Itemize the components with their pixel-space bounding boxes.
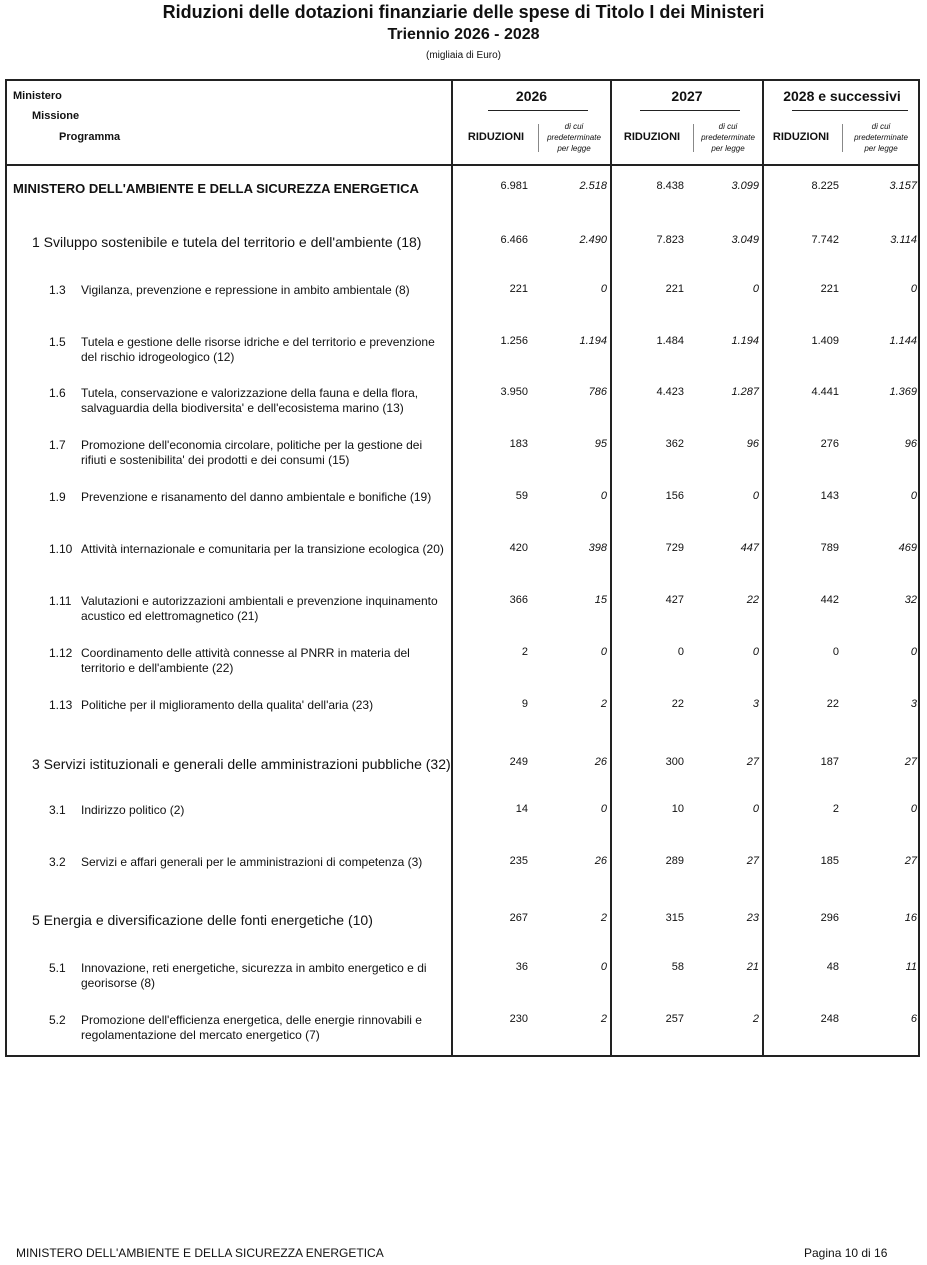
riduzioni-value: 187 [820,756,839,768]
program-code: 5.2 [49,1013,66,1027]
program-code: 1.13 [49,698,73,712]
predeterminate-value: 16 [904,912,917,924]
predeterminate-value: 32 [904,594,917,606]
dicui-line: predeterminate [547,133,601,142]
riduzioni-value: 442 [820,594,839,606]
program-code: 1.11 [49,594,72,608]
riduzioni-value: 257 [665,1013,684,1025]
predeterminate-value: 0 [752,490,759,502]
predeterminate-value: 1.194 [731,335,759,347]
riduzioni-value: 8.438 [656,180,684,192]
program-label: Tutela e gestione delle risorse idriche e del territorio e prevenzione del rischio idrogeologico (12) [81,335,435,364]
riduzioni-value: 8.225 [811,180,839,192]
col-header-predeterminate [844,121,918,154]
riduzioni-value: 1.484 [656,335,684,347]
program-code: 1.7 [49,438,66,452]
riduzioni-value: 48 [826,961,839,973]
predeterminate-value: 0 [752,646,759,658]
riduzioni-value: 315 [665,912,684,924]
program-label: Politiche per il miglioramento della qualita' dell'aria (23) [81,698,374,712]
program-code: 3.2 [49,855,66,869]
mission-label: 3 Servizi istituzionali e generali delle amministrazioni pubbliche (32) [32,756,451,772]
program-label: Innovazione, reti energetiche, sicurezza in ambito energetico e di georisorse (8) [81,961,427,990]
riduzioni-value: 235 [509,855,528,867]
predeterminate-value: 469 [898,542,917,554]
col-header-predeterminate [540,121,608,154]
predeterminate-value: 27 [904,855,917,867]
ministry-label: MINISTERO DELL'AMBIENTE E DELLA SICUREZZA ENERGETICA [13,181,419,196]
riduzioni-value: 10 [671,803,684,815]
riduzioni-value: 185 [820,855,839,867]
predeterminate-value: 3 [910,698,917,710]
riduzioni-value: 1.409 [811,335,839,347]
riduzioni-value: 729 [665,542,684,554]
predeterminate-value: 96 [746,438,759,450]
year-underline [488,110,588,111]
riduzioni-value: 267 [509,912,528,924]
dicui-line: per legge [711,144,745,153]
predeterminate-value: 2 [752,1013,759,1025]
year-header-2027: 2027 [671,88,703,104]
predeterminate-value: 22 [746,594,759,606]
program-label: Promozione dell'economia circolare, politiche per la gestione dei rifiuti e sostenibilita' dei prodotti e dei consumi (15) [81,438,423,467]
riduzioni-value: 58 [671,961,684,973]
col-header-riduzioni: RIDUZIONI [623,131,681,143]
riduzioni-value: 221 [509,283,528,295]
predeterminate-value: 398 [588,542,607,554]
riduzioni-value: 4.423 [656,386,684,398]
predeterminate-value: 3 [752,698,759,710]
riduzioni-value: 221 [820,283,839,295]
predeterminate-value: 95 [594,438,607,450]
predeterminate-value: 447 [740,542,759,554]
riduzioni-value: 296 [820,912,839,924]
subcol-divider [693,124,694,152]
program-code: 1.6 [49,386,66,400]
program-label: Promozione dell'efficienza energetica, delle energie rinnovabili e regolamentazione del mercato energetico (7) [81,1013,422,1042]
col-header-riduzioni: RIDUZIONI [467,131,525,143]
riduzioni-value: 0 [677,646,684,658]
column-divider [762,79,764,1057]
dicui-line: per legge [557,144,591,153]
predeterminate-value: 3.157 [889,180,917,192]
program-label: Indirizzo politico (2) [81,803,185,817]
riduzioni-value: 1.256 [500,335,528,347]
predeterminate-value: 0 [752,283,759,295]
program-label: Vigilanza, prevenzione e repressione in ambito ambientale (8) [81,283,410,297]
predeterminate-value: 96 [904,438,917,450]
col-header-ministero: Ministero [13,90,62,102]
predeterminate-value: 26 [594,756,607,768]
column-divider [610,79,612,1057]
riduzioni-value: 300 [665,756,684,768]
riduzioni-value: 36 [515,961,528,973]
riduzioni-value: 2 [521,646,528,658]
predeterminate-value: 0 [752,803,759,815]
program-code: 1.3 [49,283,66,297]
col-header-riduzioni: RIDUZIONI [772,131,830,143]
predeterminate-value: 0 [910,646,917,658]
predeterminate-value: 0 [910,283,917,295]
riduzioni-value: 362 [665,438,684,450]
riduzioni-value: 427 [665,594,684,606]
riduzioni-value: 249 [509,756,528,768]
col-header-programma: Programma [59,131,121,143]
predeterminate-value: 27 [746,756,759,768]
riduzioni-value: 366 [509,594,528,606]
predeterminate-value: 2 [600,912,607,924]
program-code: 3.1 [49,803,66,817]
predeterminate-value: 1.194 [579,335,607,347]
riduzioni-value: 230 [509,1013,528,1025]
predeterminate-value: 21 [746,961,759,973]
program-code: 1.10 [49,542,73,556]
mission-label: 1 Sviluppo sostenibile e tutela del territorio e dell'ambiente (18) [32,234,422,250]
riduzioni-value: 6.466 [500,234,528,246]
riduzioni-value: 6.981 [500,180,528,192]
riduzioni-value: 183 [509,438,528,450]
riduzioni-value: 221 [665,283,684,295]
riduzioni-value: 14 [515,803,528,815]
riduzioni-value: 420 [509,542,528,554]
dicui-line: di cui [564,122,584,131]
predeterminate-value: 0 [910,490,917,502]
predeterminate-value: 0 [600,646,607,658]
year-underline [640,110,740,111]
dicui-line: predeterminate [854,133,908,142]
riduzioni-value: 22 [826,698,839,710]
predeterminate-value: 15 [594,594,607,606]
year-header-2026: 2026 [515,88,548,104]
riduzioni-value: 2 [832,803,839,815]
page-subtitle: Triennio 2026 - 2028 [387,26,540,43]
subcol-divider [842,124,843,152]
program-label: Valutazioni e autorizzazioni ambientali e prevenzione inquinamento acustico ed elettromagnetico (21) [81,594,438,623]
predeterminate-value: 1.144 [889,335,917,347]
mission-label: 5 Energia e diversificazione delle fonti energetiche (10) [32,912,373,928]
dicui-line: predeterminate [701,133,755,142]
predeterminate-value: 0 [600,961,607,973]
budget-table [5,79,920,1057]
predeterminate-value: 11 [905,961,917,973]
riduzioni-value: 156 [665,490,684,502]
program-label: Prevenzione e risanamento del danno ambientale e bonifiche (19) [81,490,432,504]
riduzioni-value: 248 [820,1013,839,1025]
program-label: Attività internazionale e comunitaria per la transizione ecologica (20) [81,542,444,556]
year-underline [792,110,908,111]
dicui-line: per legge [864,144,898,153]
riduzioni-value: 4.441 [811,386,839,398]
subcol-divider [538,124,539,152]
riduzioni-value: 7.823 [656,234,684,246]
riduzioni-value: 143 [820,490,839,502]
riduzioni-value: 289 [665,855,684,867]
predeterminate-value: 3.114 [890,234,917,246]
program-label: Servizi e affari generali per le amministrazioni di competenza (3) [81,855,423,869]
riduzioni-value: 7.742 [811,234,839,246]
predeterminate-value: 0 [600,490,607,502]
predeterminate-value: 0 [910,803,917,815]
predeterminate-value: 1.287 [731,386,759,398]
riduzioni-value: 0 [832,646,839,658]
predeterminate-value: 0 [600,283,607,295]
predeterminate-value: 2 [600,698,607,710]
predeterminate-value: 2 [600,1013,607,1025]
dicui-line: di cui [718,122,738,131]
unit-note: (migliaia di Euro) [425,50,502,61]
predeterminate-value: 786 [588,386,607,398]
program-code: 1.9 [49,490,66,504]
riduzioni-value: 276 [820,438,839,450]
year-header-2028: 2028 e successivi [783,88,901,104]
program-code: 5.1 [49,961,66,975]
footer-ministry: MINISTERO DELL'AMBIENTE E DELLA SICUREZZA ENERGETICA [16,1246,384,1260]
predeterminate-value: 23 [746,912,759,924]
predeterminate-value: 2.490 [579,234,607,246]
riduzioni-value: 22 [671,698,684,710]
predeterminate-value: 0 [600,803,607,815]
program-code: 1.5 [49,335,66,349]
page-title: Riduzioni delle dotazioni finanziarie delle spese di Titolo I dei Ministeri [162,2,765,22]
predeterminate-value: 26 [594,855,607,867]
program-label: Tutela, conservazione e valorizzazione della fauna e della flora, salvaguardia della biodiversita' e dell'ecosistema marino (13) [81,386,419,415]
program-label: Coordinamento delle attività connesse al PNRR in materia del territorio e dell'ambiente (22) [81,646,410,675]
col-header-missione: Missione [32,110,80,122]
predeterminate-value: 1.369 [889,386,917,398]
riduzioni-value: 3.950 [500,386,528,398]
col-header-predeterminate [695,121,761,154]
riduzioni-value: 9 [521,698,528,710]
predeterminate-value: 6 [910,1013,917,1025]
riduzioni-value: 59 [515,490,528,502]
predeterminate-value: 27 [746,855,759,867]
riduzioni-value: 789 [820,542,839,554]
program-code: 1.12 [49,646,73,660]
dicui-line: di cui [871,122,891,131]
predeterminate-value: 27 [904,756,917,768]
predeterminate-value: 3.049 [731,234,759,246]
predeterminate-value: 2.518 [579,180,607,192]
footer-page-number: Pagina 10 di 16 [804,1246,888,1260]
header-divider [5,164,920,166]
predeterminate-value: 3.099 [731,180,759,192]
column-divider [451,79,453,1057]
